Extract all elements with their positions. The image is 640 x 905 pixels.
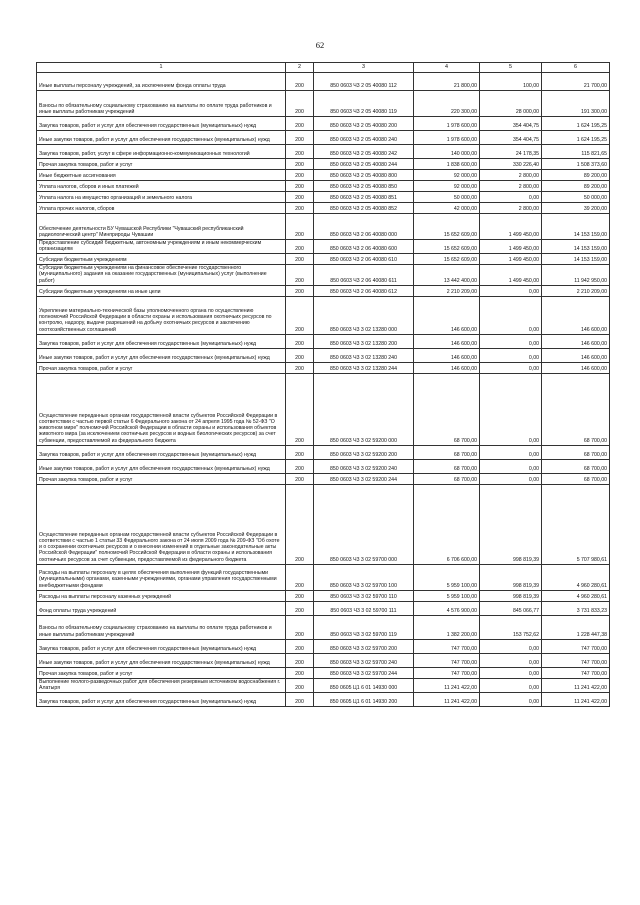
row-ved-cell: 200	[286, 117, 314, 131]
row-name-cell: Иные закупки товаров, работ и услуг для обеспечения государственных (муниципальных) нужд	[37, 348, 286, 362]
column-header: 3	[314, 63, 414, 73]
table-row	[37, 170, 610, 181]
table-row	[37, 131, 610, 145]
row-amount-cell: 140 000,00	[414, 145, 480, 159]
row-total-cell: 4 960 280,61	[542, 564, 610, 590]
row-name-cell: Закупка товаров, работ и услуг для обеспечения государственных (муниципальных) нужд	[37, 445, 286, 459]
row-name-cell: Закупка товаров, работ и услуг для обеспечения государственных (муниципальных) нужд	[37, 639, 286, 653]
row-change-cell: 0,00	[480, 285, 542, 296]
row-total-cell: 1 624 195,25	[542, 117, 610, 131]
table-row	[37, 91, 610, 117]
row-total-cell: 191 300,00	[542, 91, 610, 117]
row-name-cell: Фонд оплаты труда учреждений	[37, 601, 286, 615]
row-total-cell: 89 200,00	[542, 170, 610, 181]
row-name-cell: Взносы по обязательному социальному страхованию на выплаты по оплате труда работников и иные выплаты работникам учреждений	[37, 91, 286, 117]
row-total-cell: 68 700,00	[542, 473, 610, 484]
row-ved-cell: 200	[286, 240, 314, 254]
row-total-cell: 68 700,00	[542, 459, 610, 473]
table-row	[37, 159, 610, 170]
table-row	[37, 653, 610, 667]
row-code-cell: 850 0603 Ч3 2 05 40080 200	[314, 117, 414, 131]
table-row	[37, 373, 610, 445]
row-change-cell: 354 404,75	[480, 117, 542, 131]
table-row	[37, 240, 610, 254]
row-amount-cell: 50 000,00	[414, 192, 480, 203]
row-ved-cell: 200	[286, 265, 314, 285]
row-ved-cell: 200	[286, 590, 314, 601]
row-name-cell: Укрепление материально-технической базы уполномоченного органа по осуществлению полномочий Российской Федерации в области охраны и использования охотничьих ресурсов по контролю, надзору, выдаче разрешений на добычу охотничьих ресурсов и заключению охотхозяйственных соглашений	[37, 296, 286, 334]
table-row	[37, 564, 610, 590]
row-ved-cell: 200	[286, 73, 314, 91]
row-amount-cell: 146 600,00	[414, 334, 480, 348]
row-change-cell: 0,00	[480, 296, 542, 334]
row-change-cell: 0,00	[480, 373, 542, 445]
row-name-cell: Иные закупки товаров, работ и услуг для обеспечения государственных (муниципальных) нужд	[37, 131, 286, 145]
column-header: 2	[286, 63, 314, 73]
row-amount-cell: 220 300,00	[414, 91, 480, 117]
row-change-cell: 2 800,00	[480, 170, 542, 181]
row-change-cell: 2 800,00	[480, 181, 542, 192]
row-amount-cell: 5 959 100,00	[414, 590, 480, 601]
table-row	[37, 348, 610, 362]
row-change-cell: 0,00	[480, 334, 542, 348]
table-row	[37, 362, 610, 373]
row-ved-cell: 200	[286, 254, 314, 265]
row-amount-cell: 146 600,00	[414, 296, 480, 334]
row-total-cell: 146 600,00	[542, 296, 610, 334]
row-amount-cell: 747 700,00	[414, 639, 480, 653]
row-code-cell: 850 0603 Ч3 2 06 40080 600	[314, 240, 414, 254]
table-row	[37, 214, 610, 240]
row-ved-cell: 200	[286, 91, 314, 117]
table-row	[37, 615, 610, 639]
row-change-cell: 0,00	[480, 192, 542, 203]
row-change-cell: 354 404,75	[480, 131, 542, 145]
row-ved-cell: 200	[286, 667, 314, 678]
row-code-cell: 850 0603 Ч3 3 02 59700 119	[314, 615, 414, 639]
row-total-cell: 146 600,00	[542, 334, 610, 348]
table-row	[37, 590, 610, 601]
row-change-cell: 0,00	[480, 459, 542, 473]
row-amount-cell: 747 700,00	[414, 667, 480, 678]
row-amount-cell: 42 000,00	[414, 203, 480, 214]
table-row	[37, 459, 610, 473]
row-code-cell: 850 0603 Ч3 2 05 40080 240	[314, 131, 414, 145]
row-amount-cell: 15 652 609,00	[414, 240, 480, 254]
row-change-cell: 28 000,00	[480, 91, 542, 117]
table-row	[37, 181, 610, 192]
row-name-cell: Прочая закупка товаров, работ и услуг	[37, 667, 286, 678]
row-name-cell: Субсидии бюджетным учреждениям на иные цели	[37, 285, 286, 296]
row-change-cell: 0,00	[480, 692, 542, 706]
table-row	[37, 265, 610, 285]
row-code-cell: 850 0603 Ч3 3 02 59700 111	[314, 601, 414, 615]
row-change-cell: 2 800,00	[480, 203, 542, 214]
row-change-cell: 1 499 450,00	[480, 265, 542, 285]
row-total-cell: 1 228 447,38	[542, 615, 610, 639]
table-row	[37, 692, 610, 706]
row-amount-cell: 146 600,00	[414, 348, 480, 362]
row-total-cell: 14 153 159,00	[542, 254, 610, 265]
row-total-cell: 89 200,00	[542, 181, 610, 192]
row-name-cell: Иные закупки товаров, работ и услуг для обеспечения государственных (муниципальных) нужд	[37, 459, 286, 473]
row-total-cell: 115 821,65	[542, 145, 610, 159]
row-change-cell: 1 499 450,00	[480, 240, 542, 254]
row-amount-cell: 92 000,00	[414, 170, 480, 181]
row-code-cell: 850 0603 Ч3 3 02 13280 200	[314, 334, 414, 348]
row-ved-cell: 200	[286, 131, 314, 145]
row-name-cell: Закупка товаров, работ и услуг для обеспечения государственных (муниципальных) нужд	[37, 692, 286, 706]
row-name-cell: Иные закупки товаров, работ и услуг для обеспечения государственных (муниципальных) нужд	[37, 653, 286, 667]
row-name-cell: Закупка товаров, работ и услуг для обеспечения государственных (муниципальных) нужд	[37, 334, 286, 348]
row-change-cell: 0,00	[480, 348, 542, 362]
row-ved-cell: 200	[286, 145, 314, 159]
column-header: 6	[542, 63, 610, 73]
row-code-cell: 850 0603 Ч3 2 06 40080 612	[314, 285, 414, 296]
row-ved-cell: 200	[286, 653, 314, 667]
row-name-cell: Иные выплаты персоналу учреждений, за исключением фонда оплаты труда	[37, 73, 286, 91]
row-change-cell: 0,00	[480, 473, 542, 484]
row-amount-cell: 146 600,00	[414, 362, 480, 373]
row-code-cell: 850 0603 Ч3 2 06 40080 000	[314, 214, 414, 240]
row-ved-cell: 200	[286, 362, 314, 373]
row-amount-cell: 1 978 600,00	[414, 117, 480, 131]
table-row	[37, 601, 610, 615]
row-ved-cell: 200	[286, 564, 314, 590]
row-code-cell: 850 0603 Ч3 3 02 13280 240	[314, 348, 414, 362]
row-total-cell: 11 241 422,00	[542, 678, 610, 692]
row-code-cell: 850 0603 Ч3 2 05 40080 112	[314, 73, 414, 91]
row-code-cell: 850 0603 Ч3 2 06 40080 610	[314, 254, 414, 265]
row-change-cell: 24 178,35	[480, 145, 542, 159]
row-total-cell: 14 153 159,00	[542, 240, 610, 254]
row-change-cell: 0,00	[480, 639, 542, 653]
table-header-row	[37, 63, 610, 73]
table-row	[37, 285, 610, 296]
row-total-cell: 146 600,00	[542, 362, 610, 373]
row-code-cell: 850 0603 Ч3 2 05 40080 850	[314, 181, 414, 192]
row-ved-cell: 200	[286, 615, 314, 639]
row-name-cell: Закупка товаров, работ и услуг для обеспечения государственных (муниципальных) нужд	[37, 117, 286, 131]
row-ved-cell: 200	[286, 601, 314, 615]
row-total-cell: 747 700,00	[542, 667, 610, 678]
row-change-cell: 330 226,40	[480, 159, 542, 170]
row-ved-cell: 200	[286, 334, 314, 348]
row-code-cell: 850 0603 Ч3 3 02 59200 244	[314, 473, 414, 484]
row-name-cell: Обеспечение деятельности БУ Чувашской Республики "Чувашский республиканский радиологический центр" Минприроды Чувашии	[37, 214, 286, 240]
row-code-cell: 850 0603 Ч3 3 02 59200 200	[314, 445, 414, 459]
row-amount-cell: 1 978 600,00	[414, 131, 480, 145]
row-code-cell: 850 0603 Ч3 2 05 40080 119	[314, 91, 414, 117]
row-ved-cell: 200	[286, 373, 314, 445]
row-total-cell: 747 700,00	[542, 653, 610, 667]
row-ved-cell: 200	[286, 214, 314, 240]
row-name-cell: Субсидии бюджетным учреждениям	[37, 254, 286, 265]
row-amount-cell: 11 241 422,00	[414, 692, 480, 706]
row-amount-cell: 5 959 100,00	[414, 564, 480, 590]
row-change-cell: 0,00	[480, 667, 542, 678]
row-name-cell: Предоставление субсидий бюджетным, автономным учреждениям и иным некоммерческим организациям	[37, 240, 286, 254]
row-amount-cell: 6 706 600,00	[414, 484, 480, 564]
row-ved-cell: 200	[286, 296, 314, 334]
page-number: 62	[315, 40, 325, 50]
table-row	[37, 473, 610, 484]
row-name-cell: Расходы на выплаты персоналу казенных учреждений	[37, 590, 286, 601]
row-change-cell: 0,00	[480, 445, 542, 459]
row-code-cell: 850 0603 Ч3 2 05 40080 800	[314, 170, 414, 181]
table-row	[37, 73, 610, 91]
row-ved-cell: 200	[286, 445, 314, 459]
row-code-cell: 850 0603 Ч3 3 02 59200 240	[314, 459, 414, 473]
row-name-cell: Закупка товаров, работ, услуг в сфере информационно-коммуникационных технологий	[37, 145, 286, 159]
row-amount-cell: 747 700,00	[414, 653, 480, 667]
row-code-cell: 850 0603 Ч3 2 05 40080 851	[314, 192, 414, 203]
row-amount-cell: 15 652 609,00	[414, 214, 480, 240]
table-row	[37, 445, 610, 459]
row-total-cell: 2 210 209,00	[542, 285, 610, 296]
row-total-cell: 5 707 980,61	[542, 484, 610, 564]
row-code-cell: 850 0603 Ч3 3 02 59700 240	[314, 653, 414, 667]
row-code-cell: 850 0605 Ц1 6 01 14930 200	[314, 692, 414, 706]
table-row	[37, 678, 610, 692]
column-header: 5	[480, 63, 542, 73]
row-ved-cell: 200	[286, 170, 314, 181]
row-code-cell: 850 0603 Ч3 3 02 59700 110	[314, 590, 414, 601]
budget-table	[36, 62, 610, 707]
row-amount-cell: 11 241 422,00	[414, 678, 480, 692]
row-name-cell: Прочая закупка товаров, работ и услуг	[37, 159, 286, 170]
row-amount-cell: 4 576 900,00	[414, 601, 480, 615]
table-row	[37, 667, 610, 678]
row-total-cell: 1 624 195,25	[542, 131, 610, 145]
row-amount-cell: 68 700,00	[414, 459, 480, 473]
row-ved-cell: 200	[286, 484, 314, 564]
row-change-cell: 153 752,62	[480, 615, 542, 639]
row-ved-cell: 200	[286, 678, 314, 692]
table-row	[37, 203, 610, 214]
row-code-cell: 850 0603 Ч3 2 05 40080 242	[314, 145, 414, 159]
row-name-cell: Расходы на выплаты персоналу в целях обеспечения выполнения функций государственными (муниципальными) органами, казенными учреждениями, органами управления государственными внебюджетными фондами	[37, 564, 286, 590]
row-amount-cell: 1 382 200,00	[414, 615, 480, 639]
row-name-cell: Субсидии бюджетным учреждениям на финансовое обеспечение государственного (муниципального) задания на оказание государственных (муниципальных) услуг (выполнение работ)	[37, 265, 286, 285]
row-amount-cell: 1 838 600,00	[414, 159, 480, 170]
row-amount-cell: 13 442 400,00	[414, 265, 480, 285]
row-total-cell: 68 700,00	[542, 445, 610, 459]
row-ved-cell: 200	[286, 159, 314, 170]
row-amount-cell: 21 800,00	[414, 73, 480, 91]
row-change-cell: 100,00	[480, 73, 542, 91]
row-total-cell: 4 960 280,61	[542, 590, 610, 601]
column-header: 4	[414, 63, 480, 73]
row-code-cell: 850 0603 Ч3 3 02 59200 000	[314, 373, 414, 445]
row-ved-cell: 200	[286, 459, 314, 473]
row-code-cell: 850 0603 Ч3 3 02 59700 000	[314, 484, 414, 564]
row-total-cell: 68 700,00	[542, 373, 610, 445]
table-row	[37, 484, 610, 564]
row-total-cell: 39 200,00	[542, 203, 610, 214]
row-ved-cell: 200	[286, 192, 314, 203]
row-amount-cell: 68 700,00	[414, 445, 480, 459]
table-row	[37, 334, 610, 348]
row-total-cell: 1 508 373,60	[542, 159, 610, 170]
row-amount-cell: 68 700,00	[414, 373, 480, 445]
row-change-cell: 1 499 450,00	[480, 214, 542, 240]
row-change-cell: 1 499 450,00	[480, 254, 542, 265]
row-name-cell: Уплата налогов, сборов и иных платежей	[37, 181, 286, 192]
row-name-cell: Уплата прочих налогов, сборов	[37, 203, 286, 214]
row-code-cell: 850 0603 Ч3 3 02 13280 000	[314, 296, 414, 334]
row-name-cell: Прочая закупка товаров, работ и услуг	[37, 473, 286, 484]
row-total-cell: 11 241 422,00	[542, 692, 610, 706]
row-total-cell: 11 942 950,00	[542, 265, 610, 285]
table-row	[37, 192, 610, 203]
row-total-cell: 3 731 833,23	[542, 601, 610, 615]
row-total-cell: 747 700,00	[542, 639, 610, 653]
row-name-cell: Прочая закупка товаров, работ и услуг	[37, 362, 286, 373]
row-name-cell: Иные бюджетные ассигнования	[37, 170, 286, 181]
row-ved-cell: 200	[286, 203, 314, 214]
row-code-cell: 850 0603 Ч3 3 02 59700 200	[314, 639, 414, 653]
row-ved-cell: 200	[286, 181, 314, 192]
row-ved-cell: 200	[286, 473, 314, 484]
row-ved-cell: 200	[286, 348, 314, 362]
row-change-cell: 998 819,39	[480, 564, 542, 590]
row-code-cell: 850 0603 Ч3 3 02 13280 244	[314, 362, 414, 373]
row-code-cell: 850 0603 Ч3 2 05 40080 244	[314, 159, 414, 170]
row-total-cell: 14 153 159,00	[542, 214, 610, 240]
row-name-cell: Уплата налога на имущество организаций и земельного налога	[37, 192, 286, 203]
table-row	[37, 639, 610, 653]
row-total-cell: 21 700,00	[542, 73, 610, 91]
row-code-cell: 850 0603 Ч3 3 02 59700 244	[314, 667, 414, 678]
table-row	[37, 145, 610, 159]
table-row	[37, 117, 610, 131]
row-code-cell: 850 0603 Ч3 2 05 40080 852	[314, 203, 414, 214]
row-change-cell: 0,00	[480, 362, 542, 373]
column-header: 1	[37, 63, 286, 73]
row-total-cell: 50 000,00	[542, 192, 610, 203]
row-code-cell: 850 0603 Ч3 2 06 40080 611	[314, 265, 414, 285]
row-amount-cell: 68 700,00	[414, 473, 480, 484]
row-ved-cell: 200	[286, 692, 314, 706]
row-change-cell: 998 819,39	[480, 590, 542, 601]
table-row	[37, 296, 610, 334]
row-amount-cell: 2 210 209,00	[414, 285, 480, 296]
row-name-cell: Взносы по обязательному социальному страхованию на выплаты по оплате труда работников и иные выплаты работникам учреждений	[37, 615, 286, 639]
row-code-cell: 850 0603 Ч3 3 02 59700 100	[314, 564, 414, 590]
row-amount-cell: 15 652 609,00	[414, 254, 480, 265]
row-change-cell: 845 066,77	[480, 601, 542, 615]
row-name-cell: Осуществление переданных органам государственной власти субъектов Российской Федерации в соответствии с частью 1 статьи 33 Федерального закона от 24 июля 2009 года № 209-ФЗ "Об охоте и о сохранении охотничьих ресурсов и о внесении изменений в отдельные законодательные акты Российской Федерации" полномочий Российской Федерации в области охраны и использования охотничьих ресурсов за счет субвенции, предоставляемой из федерального бюджета	[37, 484, 286, 564]
row-code-cell: 850 0605 Ц1 6 01 14930 000	[314, 678, 414, 692]
row-change-cell: 998 819,39	[480, 484, 542, 564]
row-change-cell: 0,00	[480, 653, 542, 667]
row-ved-cell: 200	[286, 639, 314, 653]
row-amount-cell: 92 000,00	[414, 181, 480, 192]
row-change-cell: 0,00	[480, 678, 542, 692]
row-total-cell: 146 600,00	[542, 348, 610, 362]
row-name-cell: Осуществление переданных органам государственной власти субъектов Российской Федерации в соответствии с частью первой статьи 6 Федерального закона от 24 апреля 1995 года № 52-ФЗ "О животном мире" полномочий Российской Федерации в области охраны и использования объектов животного мира (за исключением охотничьих ресурсов и водных биологических ресурсов) за счет субвенции, предоставляемой из федерального бюджета	[37, 373, 286, 445]
row-ved-cell: 200	[286, 285, 314, 296]
row-name-cell: Выполнение геолого-разведочных работ для обеспечения резервным источником водоснабжения г. Алатыря	[37, 678, 286, 692]
table-row	[37, 254, 610, 265]
